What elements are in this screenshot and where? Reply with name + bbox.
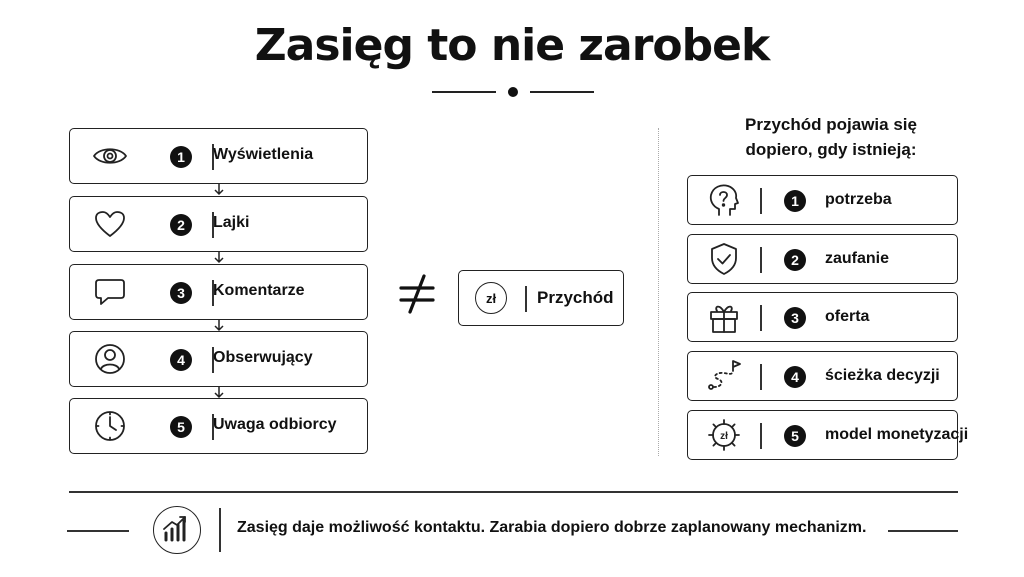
column-divider [658, 128, 659, 456]
right-item-label: model monetyzacji [825, 426, 969, 443]
step-number: 4 [170, 349, 192, 371]
step-number: 1 [784, 190, 806, 212]
user-icon [88, 332, 132, 386]
head-question-icon [702, 176, 746, 224]
step-number: 4 [784, 366, 806, 388]
shield-check-icon [702, 235, 746, 283]
footer-line-right [888, 530, 958, 532]
right-item-label: ścieżka decyzji [825, 367, 940, 384]
step-number: 5 [170, 416, 192, 438]
step-number: 5 [784, 425, 806, 447]
left-item-label: Komentarze [213, 282, 305, 299]
revenue-box [458, 270, 624, 326]
right-item-label: potrzeba [825, 191, 892, 208]
eye-icon [88, 129, 132, 183]
left-item-label: Uwaga odbiorcy [213, 416, 337, 433]
right-item-decision-path [687, 351, 958, 401]
left-item-comments [69, 264, 368, 320]
right-item-need [687, 175, 958, 225]
gift-icon [702, 293, 746, 341]
step-number: 2 [784, 249, 806, 271]
left-item-label: Lajki [213, 214, 250, 231]
right-item-offer [687, 292, 958, 342]
not-equal-icon [398, 272, 436, 316]
coin-icon: zł [475, 282, 507, 314]
right-item-label: oferta [825, 308, 870, 325]
arrow-down-icon [213, 252, 225, 264]
right-item-trust [687, 234, 958, 284]
footer-separator [219, 508, 221, 552]
right-item-label: zaufanie [825, 250, 890, 267]
gear-coin-icon [702, 411, 746, 459]
footer-text: Zasięg daje możliwość kontaktu. Zarabia dopiero dobrze zaplanowany mechanizm. [237, 519, 867, 536]
clock-icon [88, 399, 132, 453]
step-number: 3 [784, 307, 806, 329]
svg-text:zł: zł [720, 431, 728, 442]
left-item-label: Wyświetlenia [213, 146, 314, 163]
step-number: 2 [170, 214, 192, 236]
left-item-label: Obserwujący [213, 349, 313, 366]
title-divider [432, 86, 594, 98]
step-number: 1 [170, 146, 192, 168]
footer-line-left [67, 530, 129, 532]
page-title: Zasięg to nie zarobek [254, 20, 770, 71]
growth-chart-icon [153, 506, 201, 554]
footer-divider [69, 491, 958, 493]
left-item-followers [69, 331, 368, 387]
comment-icon [88, 265, 132, 319]
left-item-views [69, 128, 368, 184]
path-flag-icon [702, 352, 746, 400]
revenue-label: Przychód [537, 288, 614, 307]
step-number: 3 [170, 282, 192, 304]
left-item-likes [69, 196, 368, 252]
right-heading: Przychód pojawia się dopiero, gdy istnieją: [745, 115, 917, 159]
heart-icon [88, 197, 132, 251]
right-item-monetization [687, 410, 969, 460]
left-item-attention [69, 398, 368, 454]
arrow-down-icon [213, 184, 225, 196]
